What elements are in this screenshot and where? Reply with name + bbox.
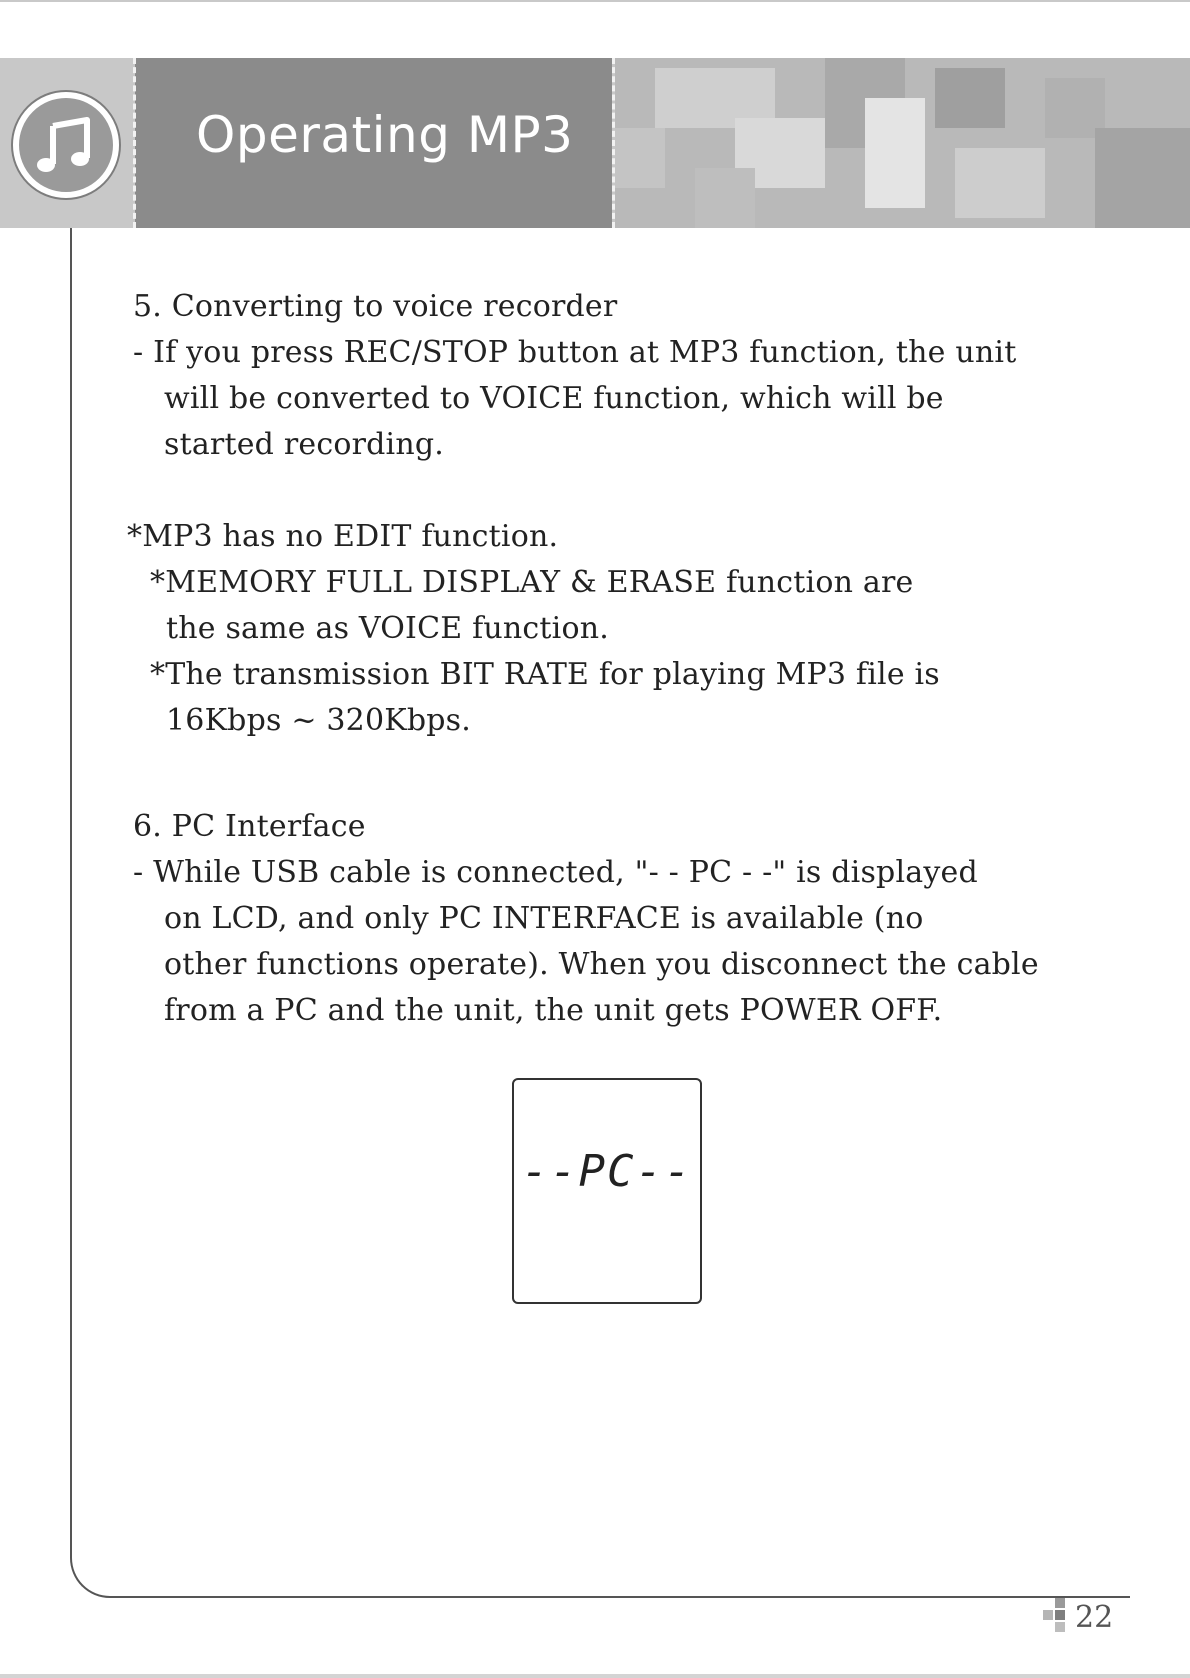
page-number: 22	[1075, 1600, 1114, 1635]
body-line: other functions operate). When you disconnect the cable	[164, 947, 1039, 982]
page-title: Operating MP3	[196, 106, 574, 164]
divider	[612, 58, 615, 228]
divider	[133, 58, 136, 228]
header-mosaic	[615, 58, 1190, 228]
section-heading: 6. PC Interface	[133, 809, 366, 844]
top-rule	[0, 0, 1190, 2]
music-note-icon	[13, 92, 119, 198]
header-band	[0, 58, 1190, 228]
body-line: - If you press REC/STOP button at MP3 function, the unit	[133, 335, 1017, 370]
section-heading: 5. Converting to voice recorder	[133, 289, 618, 324]
lcd-display	[512, 1078, 702, 1304]
lcd-text: --PC--	[521, 1146, 693, 1197]
note-line: 16Kbps ~ 320Kbps.	[166, 703, 472, 738]
body-line: started recording.	[164, 427, 444, 462]
body-line: from a PC and the unit, the unit gets POWER OFF.	[164, 993, 943, 1028]
note-line: the same as VOICE function.	[166, 611, 609, 646]
note-line: *The transmission BIT RATE for playing MP3 file is	[150, 657, 940, 692]
body-line: - While USB cable is connected, "- - PC - -" is displayed	[133, 855, 978, 890]
note-line: *MP3 has no EDIT function.	[127, 519, 559, 554]
body-line: on LCD, and only PC INTERFACE is available (no	[164, 901, 924, 936]
puzzle-block-icon	[1043, 1598, 1073, 1638]
bottom-rule	[0, 1674, 1190, 1678]
body-line: will be converted to VOICE function, which will be	[164, 381, 944, 416]
note-line: *MEMORY FULL DISPLAY & ERASE function are	[150, 565, 914, 600]
